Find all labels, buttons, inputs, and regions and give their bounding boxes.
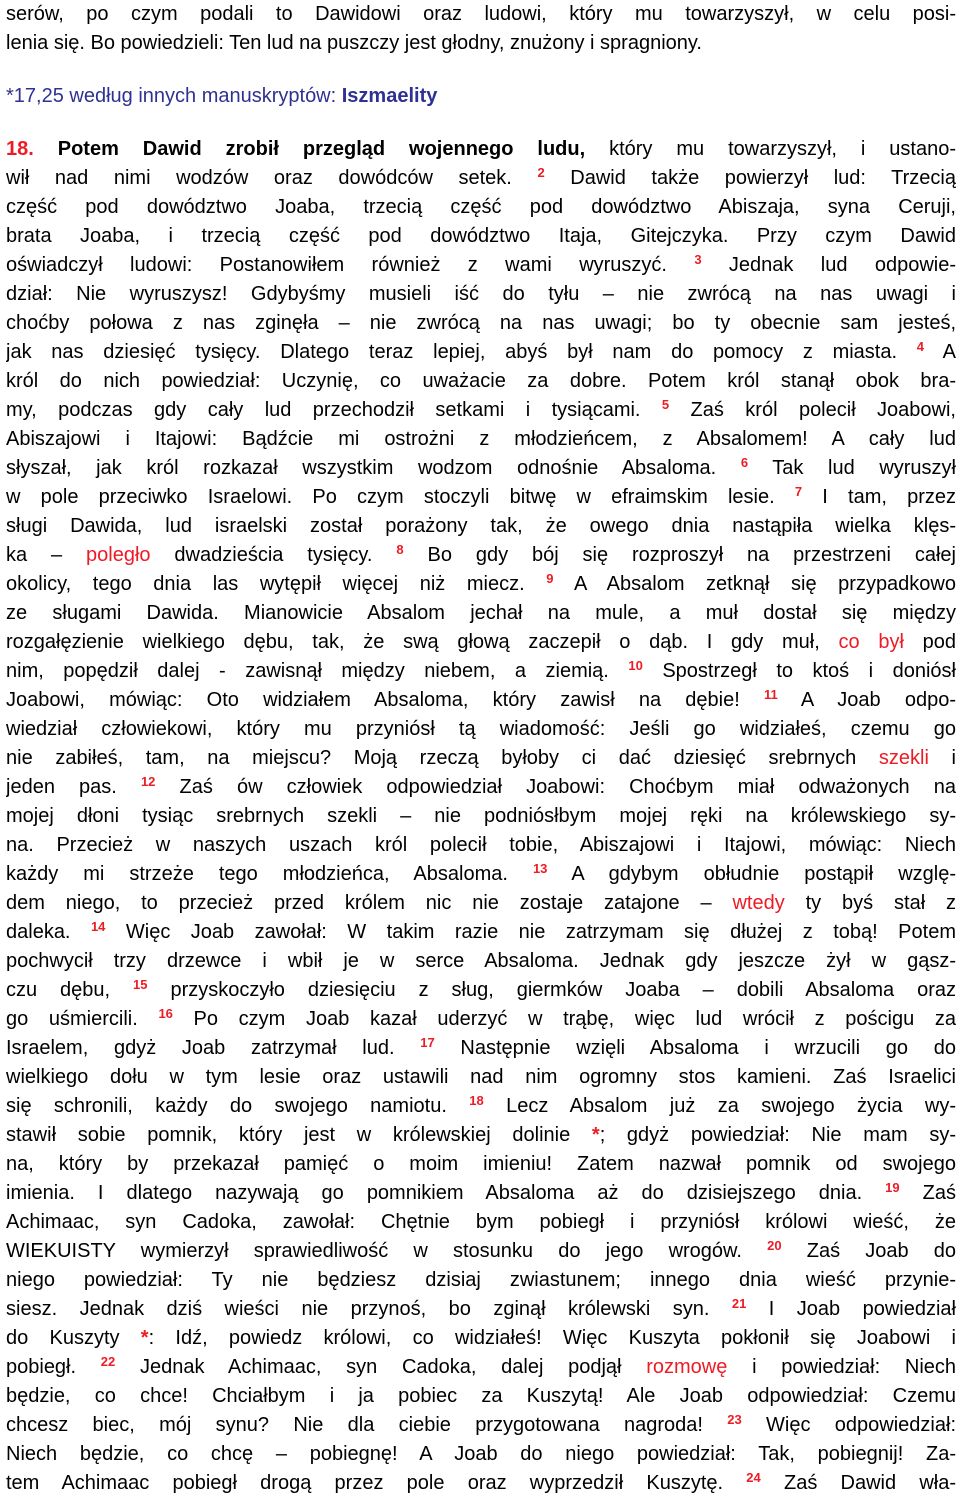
text-line <box>6 715 956 744</box>
text-run: król do nich powiedział: Uczynię, co uważacie za dobre. Potem król stanął obok bra- <box>6 370 956 392</box>
text-run: serów, po czym podali to Dawidowi oraz ludowi, który mu towarzyszył, w celu posi- <box>6 3 956 25</box>
text-line <box>6 222 956 251</box>
text-line <box>6 193 956 222</box>
text-run: ka – <box>6 544 87 566</box>
text-run: Achimaac, syn Cadoka, zawołał: Chętnie bym pobiegł i przyniósł królowi wieść, że <box>6 1211 956 1233</box>
footnote-marker: * <box>140 1327 149 1349</box>
text-run: Jednak Achimaac, syn Cadoka, dalej podjął <box>115 1356 647 1378</box>
text-run: pod <box>903 631 956 653</box>
text-run: wił nad nimi wodzów oraz dowódców setek. <box>6 167 538 189</box>
text-run: Zaś Joab do <box>781 1240 956 1262</box>
text-run: do Kuszyty <box>6 1327 141 1349</box>
text-line <box>6 1005 956 1034</box>
text-run: na, który by przekazał pamięć o moim imieniu! Zatem nazwał pomnik od swojego <box>6 1153 956 1175</box>
text-run: daleka. <box>6 921 91 943</box>
text-line <box>6 280 956 309</box>
text-line <box>6 1295 956 1324</box>
text-run: siesz. Jednak dziś wieści nie przynoś, bo zginął królewski syn. <box>6 1298 732 1320</box>
text-line <box>6 1469 956 1498</box>
verse-number: 4 <box>916 339 925 354</box>
text-run: A gdybym obłudnie postąpił wzglę- <box>547 863 956 885</box>
verse-number: 5 <box>661 397 670 412</box>
text-line <box>6 396 956 425</box>
verse-number: 20 <box>767 1238 782 1253</box>
text-run: Więc Joab zawołał: W takim razie nie zatrzymam się dłużej z tobą! Potem <box>105 921 956 943</box>
text-run: sługi Dawida, lud israelski został porażony tak, że owego dnia nastąpiła wielka klęs- <box>6 515 956 537</box>
text-line <box>6 831 956 860</box>
text-run: dział: Nie wyruszysz! Gdybyśmy musieli iść do tyłu – nie zwrócą na nas uwagi i <box>6 283 956 305</box>
text-run: tem Achimaac pobiegł drogą przez pole oraz wyprzedził Kuszytę. <box>6 1472 747 1494</box>
verse-number: 3 <box>694 252 702 267</box>
blank-line <box>6 111 956 135</box>
text-line <box>6 657 956 686</box>
verse-number: 24 <box>746 1470 761 1485</box>
text-line <box>6 1237 956 1266</box>
blank-line <box>6 58 956 82</box>
text-line <box>6 309 956 338</box>
verse-number: 11 <box>764 687 778 702</box>
text-run: Joabowi, mówiąc: Oto widziałem Absaloma, który zawisł na dębie! <box>6 689 764 711</box>
verse-number: 23 <box>727 1412 742 1427</box>
text-run: pochwycił trzy drzewce i wbił je w serce Absaloma. Jednak gdy jeszcze żył w gąsz- <box>6 950 956 972</box>
text-run: na. Przecież w naszych uszach król polecił tobie, Abiszajowi i Itajowi, mówiąc: Niech <box>6 834 956 856</box>
text-run: : Idź, powiedz królowi, co widziałeś! Więc Kuszyta pokłonił się Joabowi i <box>148 1327 956 1349</box>
text-run: wiedział człowiekowi, który mu przyniósł tą wiadomość: Jeśli go widziałeś, czemu go <box>6 718 956 740</box>
footnote-marker: * <box>591 1124 600 1146</box>
text-line <box>6 1411 956 1440</box>
text-run: my, podczas gdy cały lud przechodził setkami i tysiącami. <box>6 399 662 421</box>
text-run: A <box>924 341 956 363</box>
text-run: A Absalom zetknął się przypadkowo <box>553 573 956 595</box>
text-line <box>6 744 956 773</box>
verse-number: 16 <box>158 1006 173 1021</box>
text-run: Bo gdy bój się rozproszył na przestrzeni całej <box>403 544 956 566</box>
text-line <box>6 889 956 918</box>
footnote-term: Iszmaelity <box>341 85 438 107</box>
text-run: Abiszajowi i Itajowi: Bądźcie mi ostrożni z młodzieńcem, z Absalomem! A cały lud <box>6 428 956 450</box>
text-line <box>6 802 956 831</box>
text-run: Zaś król polecił Joabowi, <box>669 399 956 421</box>
text-run: słyszał, jak król rozkazał wszystkim wodzom odnośnie Absaloma. <box>6 457 741 479</box>
verse-number: 10 <box>628 658 643 673</box>
text-run: Dawid także powierzył lud: Trzecią <box>544 167 956 189</box>
text-line <box>6 1063 956 1092</box>
text-line <box>6 251 956 280</box>
text-run: i <box>928 747 956 769</box>
text-run: nim, popędził dalej - zawisnął między niebem, a ziemią. <box>6 660 629 682</box>
verse-number: 15 <box>133 977 148 992</box>
text-run: WIEKUISTY wymierzył sprawiedliwość w stosunku do jego wrogów. <box>6 1240 768 1262</box>
text-run: Zaś ów człowiek odpowiedział Joabowi: Choćbym miał odważonych na <box>155 776 956 798</box>
text-line <box>6 1324 956 1353</box>
text-line <box>6 82 956 111</box>
text-run: część pod dowództwo Joaba, trzecią część pod dowództwo Abiszaja, syna Ceruji, <box>6 196 956 218</box>
chapter-number: 18. <box>6 138 58 160</box>
text-line <box>6 918 956 947</box>
text-line <box>6 570 956 599</box>
text-line <box>6 483 956 512</box>
bold-text: Potem Dawid zrobił przegląd wojennego ludu, <box>57 138 610 160</box>
verse-number: 7 <box>794 484 803 499</box>
text-run: nie zabiłeś, tam, na miejscu? Moją rzeczą byłoby ci dać dziesięć srebrnych <box>6 747 879 769</box>
text-line <box>6 1121 956 1150</box>
text-run: brata Joaba, i trzecią część pod dowództwo Itaja, Gitejczyka. Przy czym Dawid <box>6 225 956 247</box>
verse-number: 2 <box>537 165 545 180</box>
text-run: Następnie wzięli Absaloma i wrzucili go do <box>434 1037 956 1059</box>
text-line <box>6 976 956 1005</box>
text-run: się schronili, każdy do swojego namiotu. <box>6 1095 470 1117</box>
text-line <box>6 628 956 657</box>
text-run: ty byś stał z <box>784 892 956 914</box>
text-run: Tak lud wyruszył <box>748 457 956 479</box>
text-line <box>6 1179 956 1208</box>
verse-number: 22 <box>100 1354 116 1369</box>
verse-number: 8 <box>396 542 404 557</box>
text-line <box>6 1208 956 1237</box>
text-line <box>6 512 956 541</box>
text-run: pobiegł. <box>6 1356 101 1378</box>
text-run: który mu towarzyszył, i ustano- <box>609 138 956 160</box>
text-line <box>6 686 956 715</box>
highlighted-word: poległo <box>86 544 151 566</box>
text-line <box>6 1382 956 1411</box>
text-run: wielkiego dołu w tym lesie oraz ustawili nad nim ogromny stos kamieni. Zaś Israelici <box>6 1066 956 1088</box>
highlighted-word: szekli <box>878 747 929 769</box>
text-run: I tam, przez <box>802 486 956 508</box>
text-line <box>6 1092 956 1121</box>
text-run: Spostrzegł to ktoś i doniósł <box>642 660 956 682</box>
text-run: przyskoczyło dziesięciu z sług, giermków Joaba – dobili Absaloma oraz <box>147 979 956 1001</box>
text-line <box>6 947 956 976</box>
text-line <box>6 0 956 29</box>
text-run: jak nas dziesięć tysięcy. Dlatego teraz lepiej, abyś był nam do pomocy z miasta. <box>6 341 917 363</box>
verse-number: 19 <box>885 1180 900 1195</box>
text-run: Więc odpowiedział: <box>741 1414 956 1436</box>
text-run: Zaś <box>899 1182 956 1204</box>
text-line <box>6 164 956 193</box>
document-page <box>6 0 956 1498</box>
verse-number: 6 <box>740 455 749 470</box>
verse-number: 18 <box>469 1093 484 1108</box>
text-run: każdy mi strzeże tego młodzieńca, Absaloma. <box>6 863 533 885</box>
text-line <box>6 338 956 367</box>
verse-number: 17 <box>420 1035 435 1050</box>
text-line <box>6 860 956 889</box>
text-run: dwadzieścia tysięcy. <box>150 544 397 566</box>
text-run: I Joab powiedział <box>746 1298 956 1320</box>
verse-number: 13 <box>532 861 548 876</box>
text-run: Zaś Dawid wła- <box>760 1472 956 1494</box>
text-run: A Joab odpo- <box>777 689 956 711</box>
highlighted-word: wtedy <box>732 892 785 914</box>
text-run: okolicy, tego dnia las wytępił więcej niż miecz. <box>6 573 547 595</box>
text-run: choćby połowa z nas zginęła – nie zwrócą na nas uwagi; bo ty obecnie sam jesteś, <box>6 312 956 334</box>
text-line <box>6 1440 956 1469</box>
text-run: ; gdyż powiedział: Nie mam sy- <box>599 1124 956 1146</box>
text-line <box>6 454 956 483</box>
text-run: imienia. I dlatego nazywają go pomnikiem Absaloma aż do dzisiejszego dnia. <box>6 1182 886 1204</box>
text-line <box>6 425 956 454</box>
text-run: niego powiedział: Ty nie będziesz dzisiaj zwiastunem; innego dnia wieść przynie- <box>6 1269 956 1291</box>
text-run: i powiedział: Niech <box>727 1356 956 1378</box>
highlighted-word: co był <box>838 631 904 653</box>
text-line <box>6 1034 956 1063</box>
text-run: Po czym Joab kazał uderzyć w trąbę, więc lud wrócił z pościgu za <box>172 1008 956 1030</box>
verse-number: 21 <box>731 1296 747 1311</box>
text-run: Niech będzie, co chcę – pobiegnę! A Joab do niego powiedział: Tak, pobiegnij! Za- <box>6 1443 956 1465</box>
text-line <box>6 1353 956 1382</box>
text-line <box>6 135 956 164</box>
verse-number: 14 <box>90 919 106 934</box>
verse-number: 9 <box>546 571 554 586</box>
text-line <box>6 367 956 396</box>
text-line <box>6 1150 956 1179</box>
text-run: lenia się. Bo powiedzieli: Ten lud na puszczy jest głodny, znużony i spragniony. <box>6 32 702 54</box>
text-run: jeden pas. <box>6 776 141 798</box>
text-line <box>6 29 956 58</box>
text-run: rozgałęzienie wielkiego dębu, tak, że swą głową zaczepił o dąb. I gdy muł, <box>6 631 839 653</box>
text-run: go uśmiercili. <box>6 1008 159 1030</box>
text-line <box>6 599 956 628</box>
text-run: mojej dłoni tysiąc srebrnych szekli – nie podniósłbym mojej ręki na królewskiego sy- <box>6 805 956 827</box>
text-run: Jednak lud odpowie- <box>701 254 956 276</box>
text-run: czu dębu, <box>6 979 134 1001</box>
text-run: będzie, co chce! Chciałbym i ja pobiec za Kuszytą! Ale Joab odpowiedział: Czemu <box>6 1385 956 1407</box>
text-run: ze sługami Dawida. Mianowicie Absalom jechał na mule, a muł dostał się między <box>6 602 956 624</box>
text-line <box>6 1266 956 1295</box>
text-line <box>6 773 956 802</box>
text-line <box>6 541 956 570</box>
text-run: chcesz biec, mój synu? Nie dla ciebie przygotowana nagroda! <box>6 1414 728 1436</box>
verse-number: 12 <box>140 774 156 789</box>
footnote-text: *17,25 według innych manuskryptów: <box>6 85 342 107</box>
text-run: Lecz Absalom już za swojego życia wy- <box>483 1095 956 1117</box>
text-run: stawił sobie pomnik, który jest w królewskiej dolinie <box>6 1124 592 1146</box>
text-run: Israelem, gdyż Joab zatrzymał lud. <box>6 1037 421 1059</box>
text-run: oświadczył ludowi: Postanowiłem również z wami wyruszyć. <box>6 254 695 276</box>
text-run: w pole przeciwko Israelowi. Po czym stoczyli bitwę w efraimskim lesie. <box>6 486 795 508</box>
text-run: dem niego, to przecież przed królem nic nie zostaje zatajone – <box>6 892 733 914</box>
highlighted-word: rozmowę <box>646 1356 728 1378</box>
